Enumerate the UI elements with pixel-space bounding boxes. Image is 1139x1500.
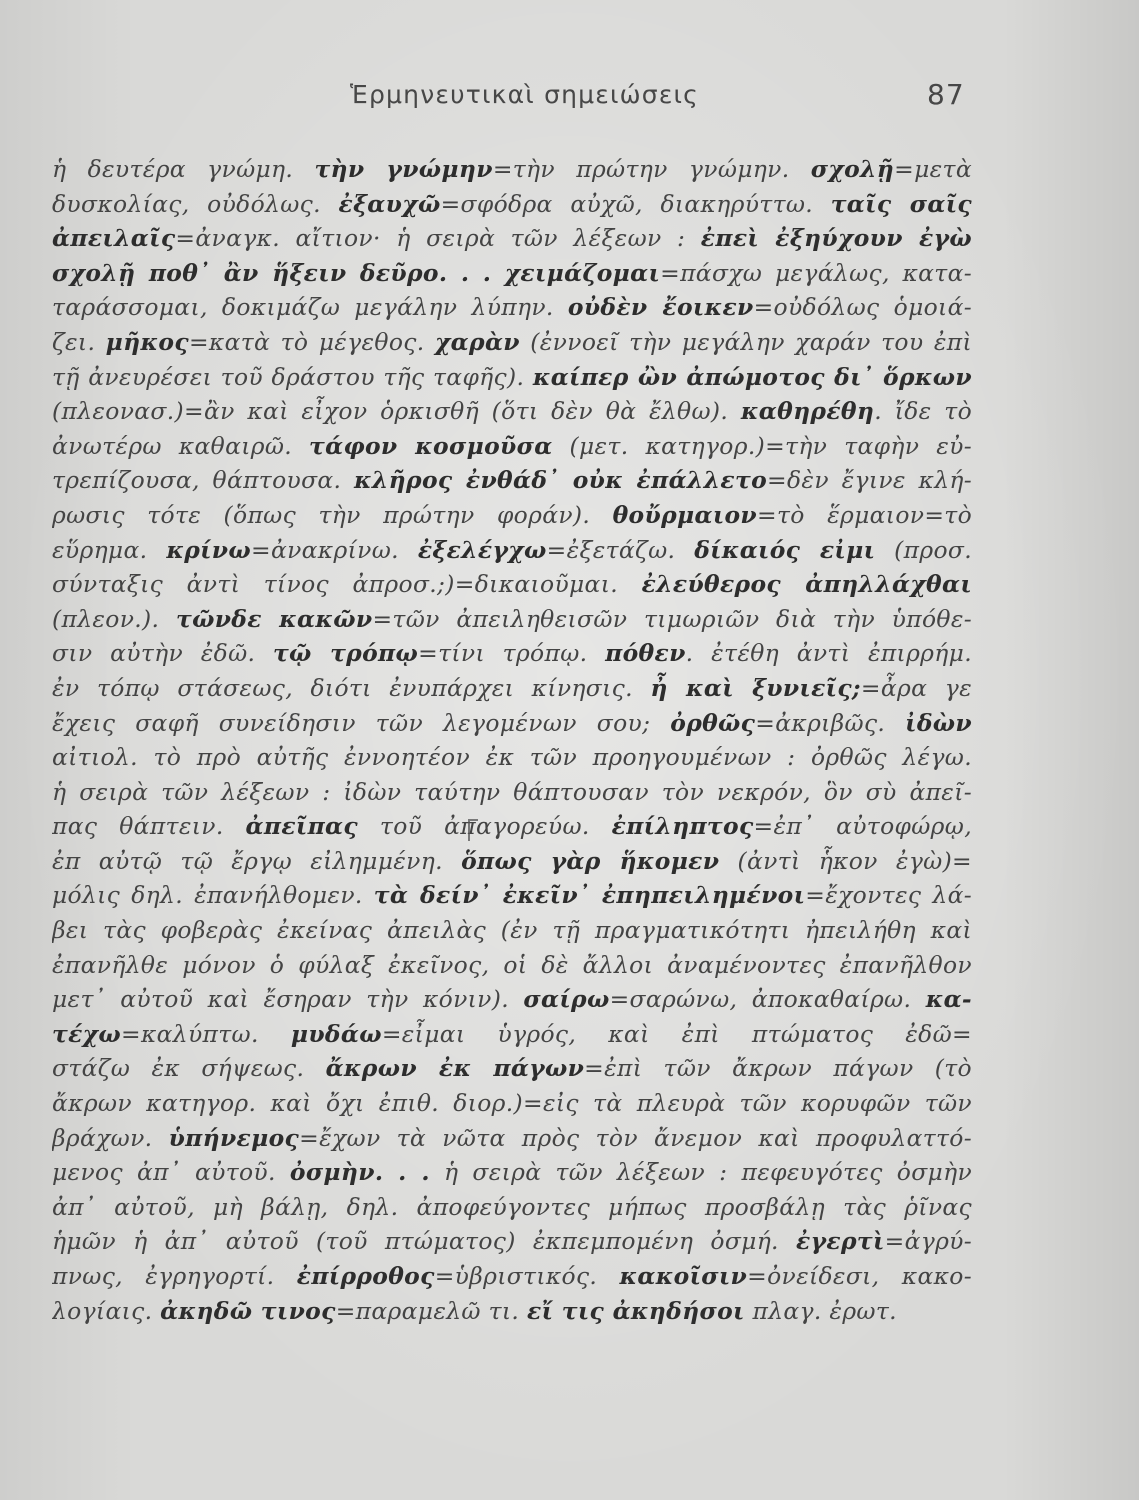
commentary-text-segment: . ἴδε τὸ [874, 397, 972, 426]
commentary-text-segment: μετ᾽ αὐτοῦ καὶ ἔσηραν τὴν κόνιν). [52, 985, 524, 1014]
text-line [52, 221, 972, 256]
commentary-text-segment: ἡ δευτέρα γνώμη. [52, 155, 315, 183]
lemma-term: ἐπίρροθος [296, 1262, 435, 1290]
page-header [0, 80, 1139, 130]
lemma-term: τῶνδε κακῶν [175, 604, 373, 633]
text-line [52, 775, 972, 810]
commentary-text-segment: =ἀκριβῶς. [755, 708, 906, 737]
text-line [52, 636, 972, 671]
commentary-text-segment: μενος ἀπ᾽ αὐτοῦ. [52, 1158, 290, 1187]
commentary-text-segment: =ἆρα γε [860, 673, 972, 702]
lemma-term: κακοῖσιν [619, 1262, 748, 1290]
text-line [52, 809, 972, 844]
commentary-text-segment: =ὑβριστικός. [434, 1262, 620, 1290]
text-line [52, 1259, 972, 1294]
commentary-text-segment: =σαρώνω, ἀποκαθαίρω. [609, 985, 926, 1014]
commentary-text-segment: (πλεονασ.)=ἂν καὶ εἶχον ὁρκισθῆ (ὅτι δὲν θὰ ἔλθω). [52, 397, 741, 426]
lemma-term: ἀπειλαῖς [52, 224, 176, 253]
lemma-term: εἴ τις ἀκηδήσοι [527, 1296, 745, 1325]
lemma-term: καίπερ ὢν ἀπώμοτος δι᾽ ὅρκων [532, 362, 972, 391]
commentary-text-segment: (πλεον.). [52, 604, 176, 633]
commentary-text-segment: ταράσσομαι, δοκιμάζω μεγάλην λύπην. [52, 293, 568, 322]
lemma-term: σαίρω [523, 985, 610, 1014]
lemma-term: ἦ καὶ ξυνιεῖς; [650, 673, 861, 702]
commentary-text-segment: ἡ σειρὰ τῶν λέξεων : ἰδὼν ταύτην θάπτουσαν τὸν νεκρόν, ὃν σὺ ἀπεῖ- [52, 777, 972, 806]
text-line [52, 360, 972, 395]
commentary-text-segment: =ἀναγκ. αἴτιον· ἡ σειρὰ τῶν λέξεων : [175, 224, 701, 253]
commentary-text-segment: (μετ. κατηγορ.)=τὴν ταφὴν εὐ- [552, 431, 972, 460]
commentary-text-segment: σύνταξις ἀντὶ τίνος ἀπροσ.;)=δικαιοῦμαι. [52, 570, 642, 599]
commentary-text-segment: τρεπίζουσα, θάπτουσα. [52, 466, 355, 495]
lemma-term: κλῆρος ἐνθάδ᾽ οὐκ ἐπάλλετο [354, 466, 768, 495]
text-line [52, 913, 972, 948]
commentary-text-segment: =ὀνείδεσι, κακο- [747, 1262, 972, 1290]
commentary-text-segment: πνως, ἐγρηγορτί. [52, 1262, 297, 1290]
lemma-term: σχολῇ ποθ᾽ ἂν ἥξειν δεῦρο. . . [52, 258, 505, 287]
commentary-text-segment: =ἐπὶ τῶν ἄκρων πάγων (τὸ [584, 1054, 972, 1083]
lemma-term: ὅπως γὰρ ἥκομεν [461, 846, 720, 875]
commentary-text-segment: βει τὰς φοβερὰς ἐκείνας ἀπειλὰς (ἐν τῇ πραγματικότητι ἠπειλήθη καὶ [52, 916, 972, 945]
commentary-text-segment: =τὴν πρώτην γνώμην. [492, 155, 811, 183]
text-line [52, 1086, 972, 1121]
commentary-text-segment: =μετὰ [894, 155, 972, 183]
text-line [52, 394, 972, 429]
commentary-text-segment: =ἐπ᾽ αὐτοφώρῳ, [753, 812, 972, 841]
lemma-term: ἐλεύθερος ἀπηλλάχθαι [641, 570, 972, 599]
lemma-term: τὰ δείν᾽ ἐκεῖν᾽ ἐπηπειλημένοι [373, 881, 806, 910]
commentary-text-segment: =ἀγρύ- [884, 1227, 972, 1256]
text-line [52, 982, 972, 1017]
commentary-text-segment: λογίαις. [52, 1296, 161, 1325]
text-line [52, 256, 972, 291]
lemma-term: τῷ τρόπῳ [272, 639, 419, 668]
text-line [52, 429, 972, 464]
commentary-text-segment: ρωσις τότε (ὅπως τὴν πρώτην φοράν). [52, 500, 613, 529]
text-line [52, 1017, 972, 1052]
printed-bracket-mark [468, 819, 478, 841]
lemma-term: τὴν γνώμην [314, 155, 493, 183]
commentary-text-segment: εὕρημα. [52, 535, 167, 564]
commentary-text-segment: τοῦ ἀπαγορεύω. [358, 812, 612, 841]
lemma-term: ὀσμὴν. . . [289, 1158, 430, 1187]
text-line [52, 1224, 972, 1259]
commentary-text-segment: αἰτιολ. τὸ πρὸ αὐτῆς ἐννοητέον ἐκ τῶν προηγουμένων : ὀρθῶς λέγω. [52, 743, 972, 772]
commentary-text-segment: ἐν τόπῳ στάσεως, διότι ἐνυπάρχει κίνησις. [52, 673, 651, 702]
commentary-text-segment: =ἀνακρίνω. [251, 535, 418, 564]
commentary-text-segment: =οὐδόλως ὁμοιά- [753, 293, 972, 322]
commentary-text-segment: μόλις δηλ. ἐπανήλθομεν. [52, 881, 374, 910]
commentary-text-segment: =δὲν ἔγινε κλή- [767, 466, 972, 495]
text-line [52, 1051, 972, 1086]
commentary-text-segment: (προσ. [875, 535, 972, 564]
text-line [52, 602, 972, 637]
lemma-term: δίκαιός εἰμι [694, 535, 876, 564]
lemma-term: μῆκος [105, 327, 189, 356]
commentary-text-segment: ζει. [52, 327, 106, 356]
commentary-text-segment: ἀπ᾽ αὐτοῦ, μὴ βάλῃ, δηλ. ἀποφεύγοντες μήπως προσβάλῃ τὰς ῥῖνας [52, 1192, 972, 1221]
lemma-term: ἐπίληπτος [611, 812, 754, 841]
lemma-term: ἐξελέγχω [417, 535, 547, 564]
commentary-text [52, 152, 972, 1328]
text-line [52, 878, 972, 913]
text-line [52, 948, 972, 983]
commentary-text-segment: =ἐξετάζω. [546, 535, 695, 564]
lemma-term: κα- [925, 985, 972, 1014]
lemma-term: ἐγερτὶ [796, 1227, 885, 1256]
commentary-text-segment: =ἔχων τὰ νῶτα πρὸς τὸν ἄνεμον καὶ προφυλαττό- [299, 1123, 972, 1152]
lemma-term: κρίνω [166, 535, 251, 564]
lemma-term: πόθεν [605, 639, 686, 668]
lemma-term: σχολῇ [810, 155, 895, 183]
lemma-term: ἀπεῖπας [245, 812, 359, 841]
text-line [52, 740, 972, 775]
commentary-text-segment: =καλύπτω. [121, 1019, 291, 1048]
text-line [52, 1121, 972, 1156]
text-line [52, 1190, 972, 1225]
text-line [52, 567, 972, 602]
text-line [52, 671, 972, 706]
text-line [52, 187, 972, 222]
commentary-text-segment: =πάσχω μεγάλως, κατα- [660, 258, 972, 287]
lemma-term: ὀρθῶς [670, 708, 756, 737]
running-title: Ἑρμηνευτικαὶ σημειώσεις [350, 80, 700, 109]
commentary-text-segment: =σφόδρα αὐχῶ, διακηρύττω. [440, 189, 831, 218]
commentary-text-segment: =τίνι τρόπῳ. [418, 639, 606, 668]
commentary-text-segment: σιν αὐτὴν ἐδῶ. [52, 639, 273, 668]
commentary-text-segment: ἡ σειρὰ τῶν λέξεων : πεφευγότες ὀσμὴν [429, 1158, 972, 1187]
lemma-term: θοὔρμαιον [612, 500, 758, 529]
commentary-text-segment: ἔχεις σαφῆ συνείδησιν τῶν λεγομένων σου; [52, 708, 671, 737]
lemma-term: ἐξαυχῶ [338, 189, 441, 218]
commentary-text-segment: βράχων. [52, 1123, 169, 1152]
commentary-text-segment: ἡμῶν ἡ ἀπ᾽ αὐτοῦ (τοῦ πτώματος) ἐκπεμπομένη ὀσμή. [52, 1227, 797, 1256]
text-line [52, 844, 972, 879]
lemma-term: ἐπεὶ ἐξηύχουν ἐγὼ [700, 224, 972, 253]
commentary-text-segment: πας θάπτειν. [52, 812, 246, 841]
text-line [52, 325, 972, 360]
commentary-text-segment: τῇ ἀνευρέσει τοῦ δράστου τῆς ταφῆς). [52, 362, 533, 391]
lemma-term: χειμάζομαι [504, 258, 661, 287]
text-line [52, 706, 972, 741]
commentary-text-segment: . ἐτέθη ἀντὶ ἐπιρρήμ. [685, 639, 972, 668]
commentary-text-segment: =κατὰ τὸ μέγεθος. [188, 327, 435, 356]
commentary-text-segment: =παραμελῶ τι. [335, 1296, 527, 1325]
commentary-text-segment: δυσκολίας, οὐδόλως. [52, 189, 339, 218]
lemma-term: ἄκρων ἐκ πάγων [325, 1054, 585, 1083]
text-line [52, 1294, 972, 1329]
commentary-text-segment: =εἶμαι ὑγρός, καὶ ἐπὶ πτώματος ἐδῶ= [381, 1019, 972, 1048]
text-line [52, 1155, 972, 1190]
text-line [52, 498, 972, 533]
text-line [52, 533, 972, 568]
lemma-term: ἀκηδῶ τινος [160, 1296, 336, 1325]
text-line [52, 152, 972, 187]
commentary-text-segment: ἄκρων κατηγορ. καὶ ὄχι ἐπιθ. διορ.)=εἰς τὰ πλευρὰ τῶν κορυφῶν τῶν [52, 1089, 972, 1118]
lemma-term: οὐδὲν ἔοικεν [567, 293, 754, 322]
page-number: 87 [927, 78, 965, 111]
text-line [52, 463, 972, 498]
commentary-text-segment: ἀνωτέρω καθαιρῶ. [52, 431, 310, 460]
commentary-text-segment: ἐπ αὐτῷ τῷ ἔργῳ εἰλημμένη. [52, 846, 462, 875]
lemma-term: ἰδὼν [905, 708, 972, 737]
lemma-term: ταῖς σαῖς [830, 189, 972, 218]
commentary-text-segment: πλαγ. ἐρωτ. [744, 1296, 897, 1325]
lemma-term: τέχω [52, 1019, 122, 1048]
commentary-text-segment: στάζω ἐκ σήψεως. [52, 1054, 326, 1083]
commentary-text-segment: ἐπανῆλθε μόνον ὁ φύλαξ ἐκεῖνος, οἱ δὲ ἄλλοι ἀναμένοντες ἐπανῆλθον [52, 950, 972, 979]
commentary-text-segment: =τὸ ἕρμαιον=τὸ [757, 500, 972, 529]
lemma-term: χαρὰν [434, 327, 520, 356]
lemma-term: καθηρέθη [740, 397, 875, 426]
text-line [52, 290, 972, 325]
commentary-text-segment: =τῶν ἀπειληθεισῶν τιμωριῶν διὰ τὴν ὑπόθε- [372, 604, 972, 633]
lemma-term: τάφον κοσμοῦσα [309, 431, 553, 460]
lemma-term: ὑπήνεμος [168, 1123, 300, 1152]
commentary-text-segment: (ἐννοεῖ τὴν μεγάλην χαράν του ἐπὶ [519, 327, 972, 356]
commentary-text-segment: (ἀντὶ ἧκον ἐγὼ)= [719, 846, 972, 875]
commentary-text-segment: =ἔχοντες λά- [805, 881, 972, 910]
lemma-term: μυδάω [290, 1019, 382, 1048]
